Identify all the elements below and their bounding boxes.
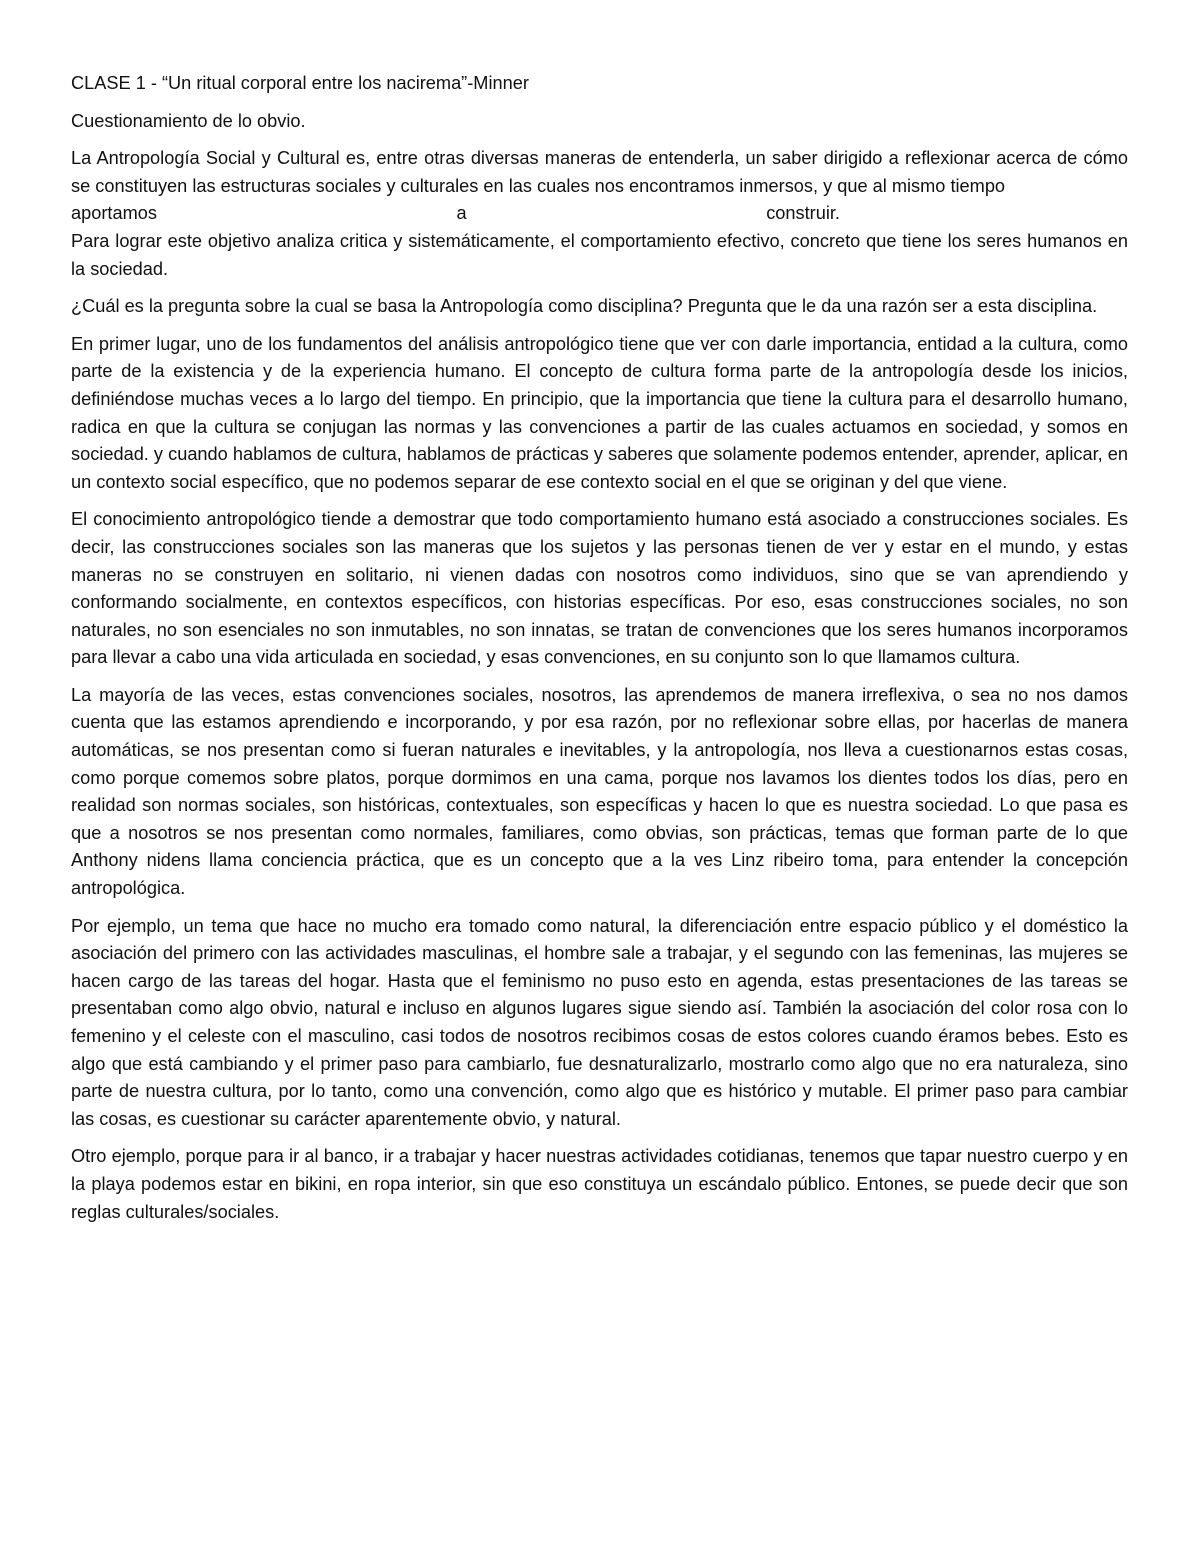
paragraph-1-last-line <box>71 200 1128 228</box>
paragraph-1-word-2: a <box>456 203 467 224</box>
paragraph-5: El conocimiento antropológico tiende a demostrar que todo comportamiento humano está asociado a construcciones sociales. Es decir, las construcciones sociales son las maneras que los sujetos y las personas tienen de ver y estar en el mundo, y estas maneras no se construyen en solitario, ni vienen dadas con nosotros como individuos, sino que se van aprendiendo y conformando socialmente, en contextos específicos, con historias específicas. Por eso, esas construcciones sociales, no son naturales, no son esenciales no son inmutables, no son innatas, se tratan de convenciones que los seres humanos incorporamos para llevar a cabo una vida articulada en sociedad, y esas convenciones, en su conjunto son lo que llamamos cultura. <box>71 509 1128 668</box>
paragraph-7: Por ejemplo, un tema que hace no mucho era tomado como natural, la diferenciación entre espacio público y el doméstico la asociación del primero con las actividades masculinas, el hombre sale a trabajar, y el segundo con las femeninas, las mujeres se hacen cargo de las tareas del hogar. Hasta que el feminismo no puso esto en agenda, estas presentaciones de las tareas se presentaban como algo obvio, natural e incluso en algunos lugares sigue siendo así. También la asociación del color rosa con lo femenino y el celeste con el masculino, casi todos de nosotros recibimos cosas de estos colores cuando éramos bebes. Esto es algo que está cambiando y el primer paso para cambiarlo, fue desnaturalizarlo, mostrarlo como algo que no era naturaleza, sino parte de nuestra cultura, por lo tanto, como una convención, como algo que es histórico y mutable. El primer paso para cambiar las cosas, es cuestionar su carácter aparentemente obvio, y natural. <box>71 915 1128 1129</box>
paragraph-2: Para lograr este objetivo analiza critica y sistemáticamente, el comportamiento efectivo, concreto que tiene los seres humanos en la sociedad. <box>71 230 1128 279</box>
paragraph-3: ¿Cuál es la pregunta sobre la cual se basa la Antropología como disciplina? Pregunta que le da una razón ser a esta disciplina. <box>71 296 1098 317</box>
paragraph-4: En primer lugar, uno de los fundamentos del análisis antropológico tiene que ver con darle importancia, entidad a la cultura, como parte de la existencia y de la experiencia humano. El concepto de cultura forma parte de la antropología desde los inicios, definiéndose muchas veces a lo largo del tiempo. En principio, que la importancia que tiene la cultura para el desarrollo humano, radica en que la cultura se conjugan las normas y las convenciones a partir de las cuales actuamos en sociedad, y somos en sociedad. y cuando hablamos de cultura, hablamos de prácticas y saberes que solamente podemos entender, aprender, aplicar, en un contexto social específico, que no podemos separar de ese contexto social en el que se originan y del que viene. <box>71 333 1128 492</box>
document-subtitle: Cuestionamiento de lo obvio. <box>71 110 306 131</box>
paragraph-6: La mayoría de las veces, estas convenciones sociales, nosotros, las aprendemos de manera irreflexiva, o sea no nos damos cuenta que las estamos aprendiendo e incorporando, y por esa razón, por no reflexionar sobre ellas, por hacerlas de manera automáticas, se nos presentan como si fueran naturales e inevitables, y la antropología, nos lleva a cuestionarnos estas cosas, como porque comemos sobre platos, porque dormimos en una cama, porque nos lavamos los dientes todos los días, pero en realidad son normas sociales, son históricas, contextuales, son específicas y hacen lo que es nuestra sociedad. Lo que pasa es que a nosotros se nos presentan como normales, familiares, como obvias, son prácticas, temas que forman parte de lo que Anthony nidens llama conciencia práctica, que es un concepto que a la ves Linz ribeiro toma, para entender la concepción antropológica. <box>71 684 1128 899</box>
paragraph-1-word-3: construir. <box>766 203 840 224</box>
document-title: CLASE 1 - “Un ritual corporal entre los nacirema”-Minner <box>71 73 529 93</box>
document-page <box>71 70 1128 1236</box>
paragraph-1-word-1: aportamos <box>71 203 157 224</box>
paragraph-8: Otro ejemplo, porque para ir al banco, ir a trabajar y hacer nuestras actividades cotidianas, tenemos que tapar nuestro cuerpo y en la playa podemos estar en bikini, en ropa interior, sin que eso constituya un escándalo público. Entones, se puede decir que son reglas culturales/sociales. <box>71 1146 1128 1222</box>
paragraph-1: La Antropología Social y Cultural es, entre otras diversas maneras de entenderla, un saber dirigido a reflexionar acerca de cómo se constituyen las estructuras sociales y culturales en las cuales nos encontramos inmersos, y que al mismo tiempo <box>71 148 1128 196</box>
